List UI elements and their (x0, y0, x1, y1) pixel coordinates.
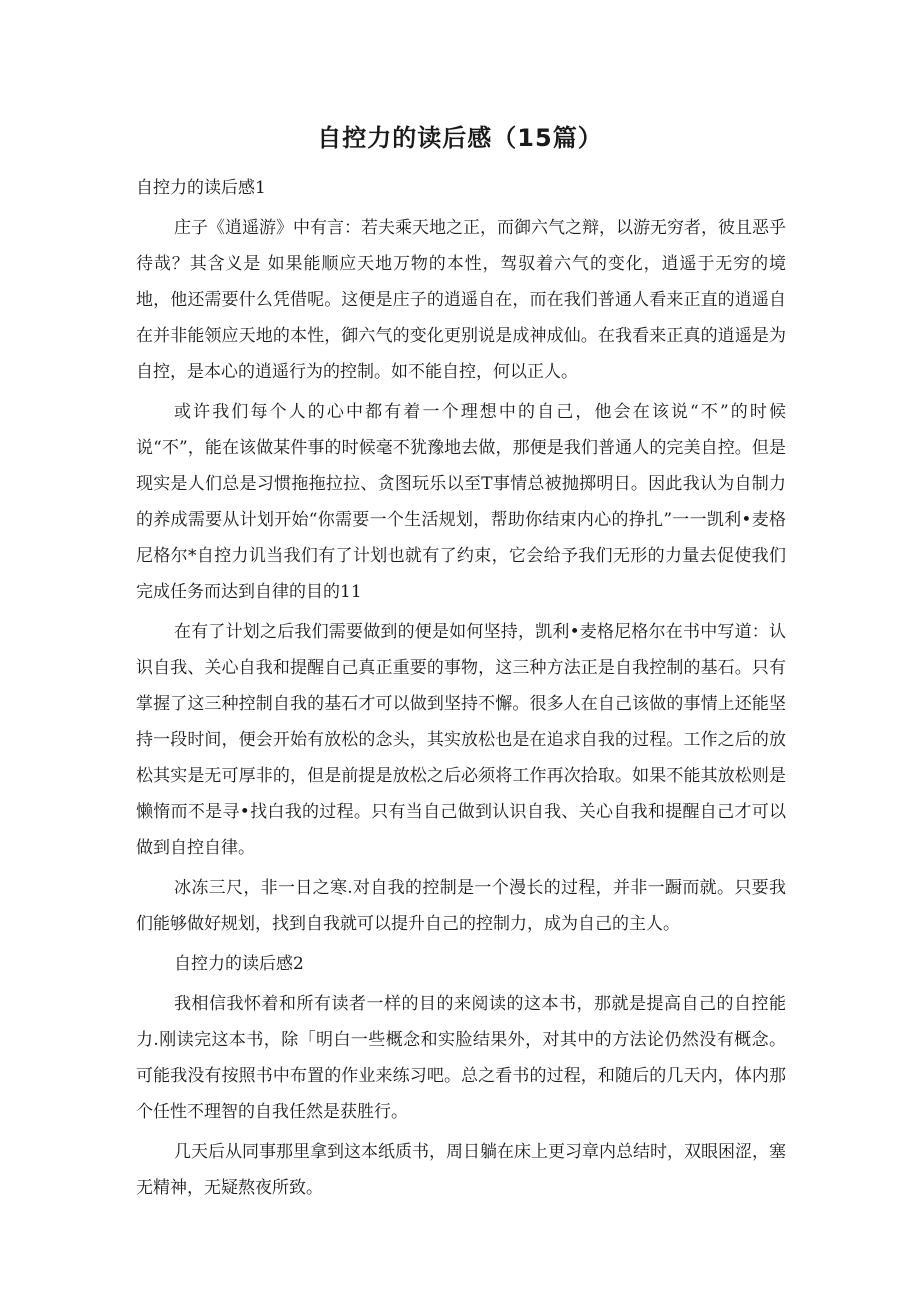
section-heading: 自控力的读后感1 (136, 178, 266, 198)
document-body (136, 170, 786, 1210)
paragraph: 或许我们每个人的心中都有着一个理想中的自己，他会在该说“不”的时候说“不”，能在该做某件事的时候毫不犹豫地去做，那便是我们普通人的完美自控。但是现实是人们总是习惯拖拖拉拉、贪图玩乐以至T事情总被抛掷明日。因此我认为自制力的养成需要从计划开始“你需要一个生活规划，帮助你结束内心的挣扎”一一凯利•麦格尼格尔*自控力讥当我们有了计划也就有了约束，它会给予我们无形的力量去促使我们完成任务而达到自律的目的11 (136, 402, 786, 602)
paragraph: 在有了计划之后我们需要做到的便是如何坚持，凯利•麦格尼格尔在书中写道：认识自我、关心自我和提醒自己真正重要的事物，这三种方法正是自我控制的基石。只有掌握了这三种控制自我的基石才可以做到坚持不懈。很多人在自己该做的事情上还能坚持一段时间，便会开始有放松的念头，其实放松也是在追求自我的过程。工作之后的放松其实是无可厚非的，但是前提是放松之后必须将工作再次拾取。如果不能其放松则是懒惰而不是寻•找白我的过程。只有当自己做到认识自我、关心自我和提醒自己才可以做到自控自律。 (136, 622, 786, 858)
section-1 (136, 170, 786, 942)
paragraph: 冰冻三尺，非一日之寒.对自我的控制是一个漫长的过程，并非一蹰而就。只要我们能够做好规划，找到自我就可以提升自己的控制力，成为自己的主人。 (136, 878, 786, 934)
section-2 (136, 946, 786, 1206)
paragraph: 庄子《逍遥游》中有言：若夫乘天地之正，而御六气之辩，以游无穷者，彼且恶乎待哉？其含义是 如果能顺应天地万物的本性，驾驭着六气的变化，逍遥于无穷的境地，他还需要什么凭借呢。这便是庄子的逍遥自在，而在我们普通人看来正直的逍遥自在并非能领应天地的本性，御六气的变化更别说是成神成仙。在我看来正真的逍遥是为自控，是本心的逍遥行为的控制。如不能自控，何以正人。 (136, 218, 786, 382)
paragraph: 我相信我怀着和所有读者一样的目的来阅读的这本书，那就是提高自己的自控能力.刚读完这本书，除「明白一些概念和实脸结果外，对其中的方法论仍然没有概念。可能我没有按照书中布置的作业来练习吧。总之看书的过程，和随后的几天内，体内那个任性不理智的自我任然是获胜行。 (136, 994, 786, 1122)
paragraph: 几天后从同事那里拿到这本纸质书，周日躺在床上更习章内总结时，双眼困涩，塞无精神，无疑熬夜所致。 (136, 1142, 786, 1198)
section-heading: 自控力的读后感2 (174, 954, 304, 974)
document-title: 自控力的读后感（15篇） (317, 124, 603, 152)
